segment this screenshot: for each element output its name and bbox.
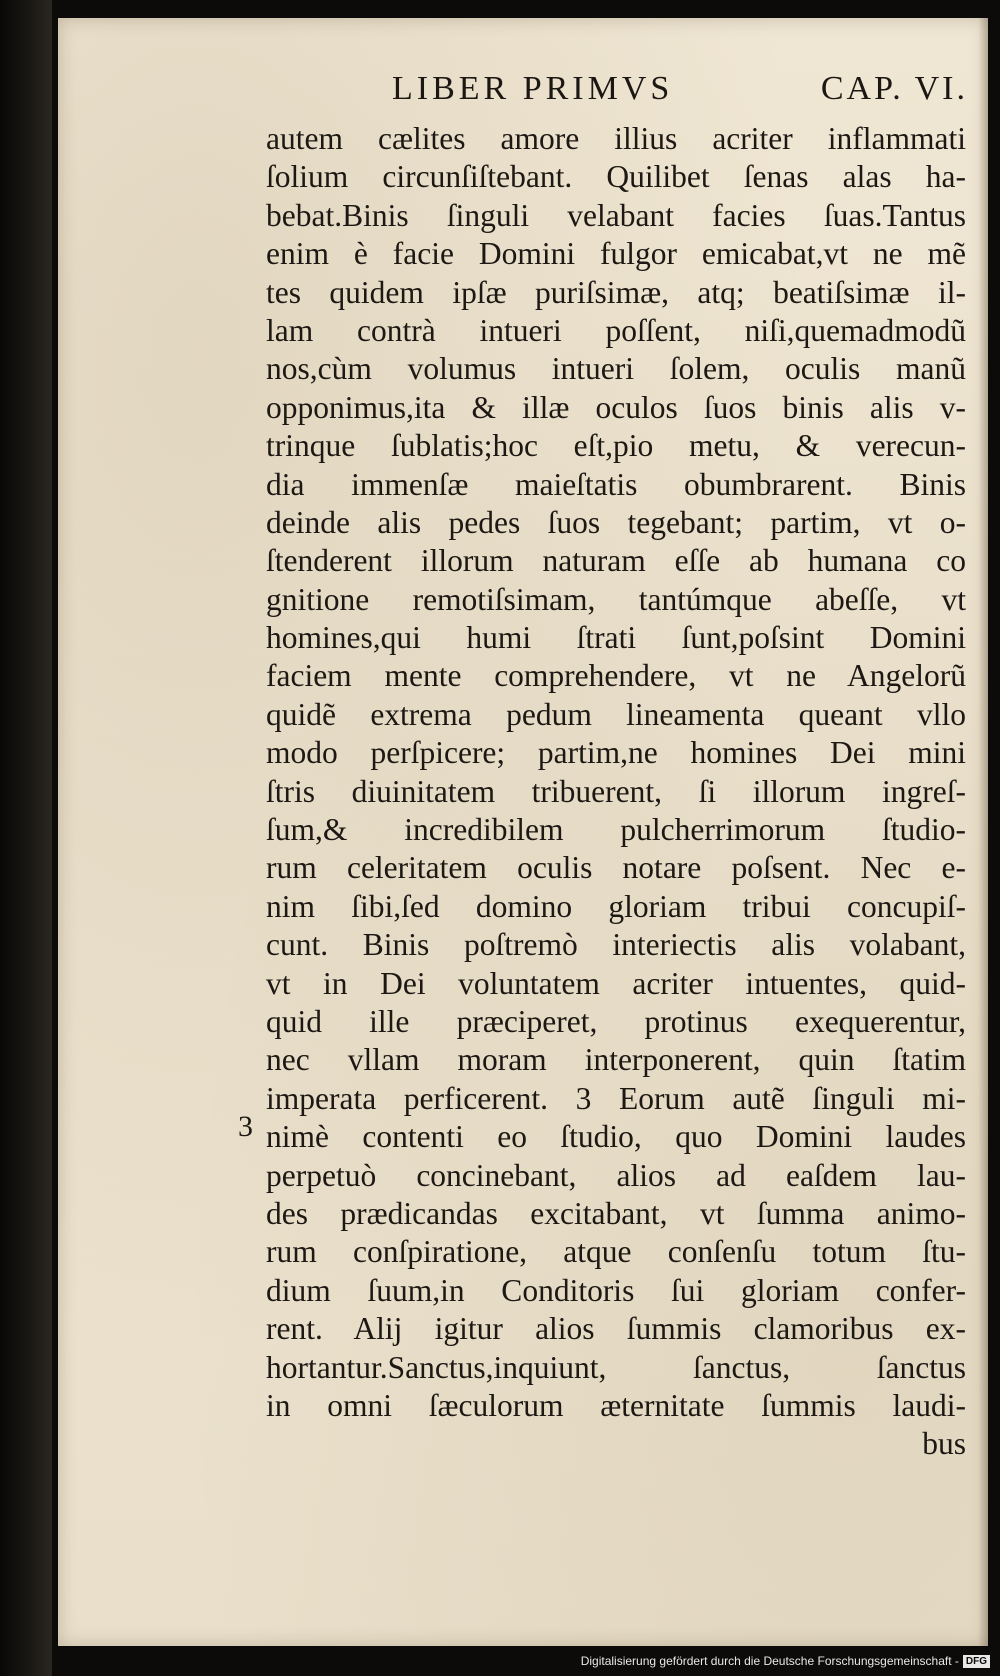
text-line: quidẽ extrema pedum lineamenta queant vllo <box>266 696 966 732</box>
text-line: trinque ſublatis;hoc eſt,pio metu, & verecun- <box>266 428 966 464</box>
text-line: rum celeritatem oculis notare poſsent. Nec e- <box>266 850 966 886</box>
text-line: enim è facie Domini fulgor emicabat,vt ne mẽ <box>266 236 966 272</box>
text-line: nimè contenti eo ſtudio, quo Domini laudes <box>266 1119 966 1155</box>
text-line: des prædicandas excitabant, vt ſumma animo- <box>266 1195 966 1231</box>
text-line: lam contrà intueri poſſent, niſi,quemadmodũ <box>266 312 966 348</box>
running-head <box>58 70 988 120</box>
book-page <box>58 18 988 1646</box>
text-block <box>266 120 966 1464</box>
catchword: bus <box>922 1426 966 1462</box>
text-line: faciem mente comprehendere, vt ne Angelorũ <box>266 658 966 694</box>
text-line: nos,cùm volumus intueri ſolem, oculis manũ <box>266 351 966 387</box>
text-line: ſolium circunſiſtebant. Quilibet ſenas alas ha- <box>266 159 966 195</box>
text-line: rent. Alij igitur alios ſummis clamoribus ex- <box>266 1311 966 1347</box>
digitization-credit-text: Digitalisierung gefördert durch die Deutsche Forschungsgemeinschaft - <box>580 1654 959 1668</box>
text-line: dium ſuum,in Conditoris ſui gloriam confer- <box>266 1272 966 1308</box>
text-line: hortantur.Sanctus,inquiunt, ſanctus, ſanctus <box>266 1349 966 1385</box>
text-line: nec vllam moram interponerent, quin ſtatim <box>266 1042 966 1078</box>
running-head-title: LIBER PRIMVS <box>392 70 674 107</box>
text-line: ſum,& incredibilem pulcherrimorum ſtudio- <box>266 812 966 848</box>
text-line: deinde alis pedes ſuos tegebant; partim, vt o- <box>266 504 966 540</box>
text-line: gnitione remotiſsimam, tantúmque abeſſe, vt <box>266 581 966 617</box>
text-line: in omni ſæculorum æternitate ſummis laudi- <box>266 1387 966 1423</box>
text-line: rum conſpiratione, atque conſenſu totum ſtu- <box>266 1234 966 1270</box>
text-line: homines,qui humi ſtrati ſunt,poſsint Domini <box>266 620 966 656</box>
dfg-logo: DFG <box>963 1655 990 1668</box>
text-line: tes quidem ipſæ puriſsimæ, atq; beatiſsimæ il- <box>266 274 966 310</box>
text-line: dia immenſæ maieſtatis obumbrarent. Binis <box>266 466 966 502</box>
running-head-chapter: CAP. VI. <box>820 70 968 107</box>
text-line: quid ille præciperet, protinus exequerentur, <box>266 1003 966 1039</box>
margin-verse-number: 3 <box>238 1110 253 1143</box>
text-line: nim ſibi,ſed domino gloriam tribui concupiſ- <box>266 888 966 924</box>
text-line: perpetuò concinebant, alios ad eaſdem lau- <box>266 1157 966 1193</box>
digitization-credit <box>581 1654 990 1668</box>
text-line: vt in Dei voluntatem acriter intuentes, quid- <box>266 965 966 1001</box>
text-line: imperata perficerent. 3 Eorum autẽ ſinguli mi- <box>266 1080 966 1116</box>
text-line: cunt. Binis poſtremò interiectis alis volabant, <box>266 927 966 963</box>
scan-background-strip <box>0 0 52 1676</box>
page-edge-shadow <box>978 18 988 1646</box>
text-line: autem cælites amore illius acriter inflammati <box>266 121 966 156</box>
text-line: bebat.Binis ſinguli velabant facies ſuas.Tantus <box>266 197 966 233</box>
text-line: opponimus,ita & illæ oculos ſuos binis alis v- <box>266 389 966 425</box>
text-line: modo perſpicere; partim,ne homines Dei mini <box>266 735 966 771</box>
text-line: ſtenderent illorum naturam eſſe ab humana co <box>266 543 966 579</box>
text-line: ſtris diuinitatem tribuerent, ſi illorum ingreſ- <box>266 773 966 809</box>
